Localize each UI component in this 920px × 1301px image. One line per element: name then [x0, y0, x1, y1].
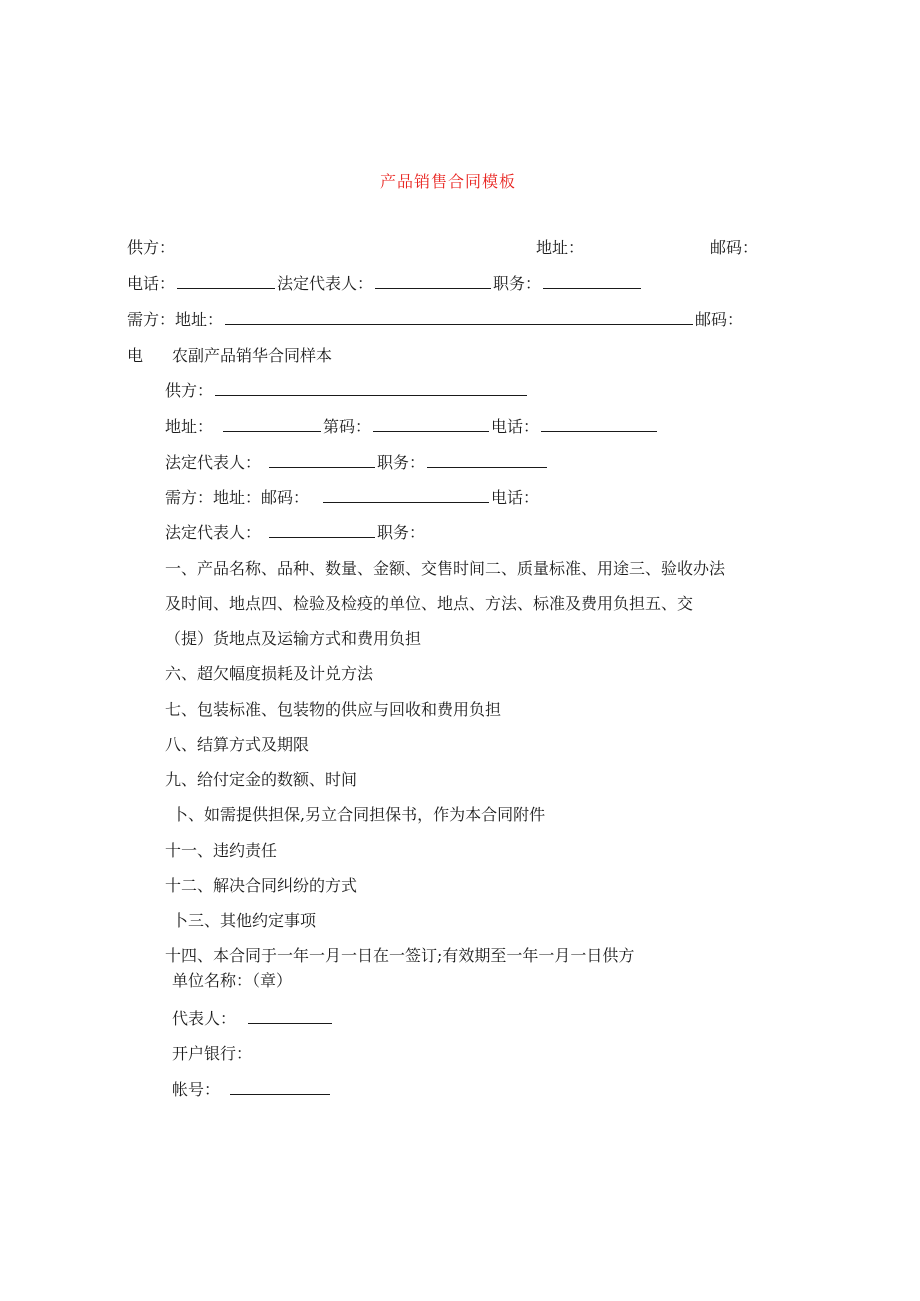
- form-supplier-label: 供方：: [165, 381, 214, 400]
- clause-line: 卜、如需提供担保,另立合同担保书，作为本合同附件: [172, 805, 546, 824]
- account-blank[interactable]: [230, 1080, 330, 1095]
- account-line: [172, 1080, 332, 1100]
- sample-title: 农副产品销华合同样本: [172, 346, 333, 365]
- clause-line: 卜三、其他约定事项: [172, 911, 317, 930]
- clause-line: （提）货地点及运输方式和费用负担: [165, 629, 422, 648]
- clause-line: 七、包装标准、包装物的供应与回收和费用负担: [165, 700, 502, 719]
- clause-line: 十二、解决合同纠纷的方式: [165, 876, 358, 895]
- form-legal-rep-line: [165, 453, 549, 473]
- buyer-address-blank[interactable]: [225, 310, 693, 325]
- form-legal-rep-label-2: 法定代表人：: [165, 523, 262, 542]
- form-legal-rep-blank[interactable]: [269, 453, 375, 468]
- buyer-address-label: 需方：地址：: [127, 310, 224, 329]
- clause-line: 及时间、地点四、检验及检疫的单位、地点、方法、标准及费用负担五、交: [165, 594, 694, 613]
- legal-rep-blank[interactable]: [375, 274, 491, 289]
- form-position-blank[interactable]: [427, 453, 547, 468]
- page-title: 产品销售合同模板: [380, 172, 517, 191]
- representative-blank[interactable]: [248, 1009, 332, 1024]
- buyer-postcode-label: 邮码：: [695, 310, 744, 329]
- clause-line: 十四、本合同于一年一月一日在一签订;有效期至一年一月一日供方: [165, 946, 635, 965]
- form-di-ma-blank[interactable]: [373, 417, 489, 432]
- form-address-blank[interactable]: [223, 417, 321, 432]
- representative-line: [172, 1009, 334, 1029]
- form-legal-rep-blank-2[interactable]: [269, 523, 375, 538]
- postcode-label: 邮码：: [710, 238, 759, 257]
- form-buyer-label: 需方：地址：邮码：: [165, 488, 310, 507]
- representative-label: 代表人：: [172, 1009, 237, 1028]
- phone-line: [127, 274, 643, 294]
- form-position-label: 职务：: [377, 453, 426, 472]
- account-label: 帐号：: [172, 1080, 221, 1099]
- clause-line: 九、给付定金的数额、时间: [165, 770, 358, 789]
- bank-label: 开户银行：: [172, 1044, 253, 1063]
- clause-line: 六、超欠幅度损耗及计兑方法: [165, 664, 374, 683]
- form-buyer-line: [165, 488, 539, 508]
- form-phone-label: 电话：: [491, 417, 540, 436]
- address-label: 地址：: [536, 238, 585, 257]
- form-position-label-2: 职务：: [377, 523, 426, 542]
- position-label: 职务：: [493, 274, 542, 293]
- position-blank[interactable]: [543, 274, 641, 289]
- form-di-ma-label: 第码：: [323, 417, 372, 436]
- form-legal-rep-label: 法定代表人：: [165, 453, 262, 472]
- legal-rep-label: 法定代表人：: [277, 274, 374, 293]
- form-buyer-phone-label: 电话：: [491, 488, 540, 507]
- phone-label: 电话：: [127, 274, 176, 293]
- form-phone-blank[interactable]: [541, 417, 657, 432]
- clause-line: 一、产品名称、品种、数量、金额、交售时间二、质量标准、用途三、验收办法: [165, 559, 726, 578]
- clause-line: 十一、违约责任: [165, 841, 278, 860]
- unit-name-label: 单位名称：（章）: [172, 971, 293, 990]
- clause-line: 八、结算方式及期限: [165, 735, 310, 754]
- form-legal-rep-line-2: [165, 523, 425, 543]
- form-buyer-blank[interactable]: [323, 488, 489, 503]
- phone-blank[interactable]: [177, 274, 275, 289]
- dian-char: 电: [127, 346, 144, 365]
- buyer-address-line: [127, 310, 743, 330]
- supplier-label: 供方：: [127, 238, 176, 257]
- form-supplier-blank[interactable]: [215, 381, 527, 396]
- form-supplier-line: [165, 381, 529, 401]
- form-address-line: [165, 417, 659, 437]
- form-address-label: 地址：: [165, 417, 214, 436]
